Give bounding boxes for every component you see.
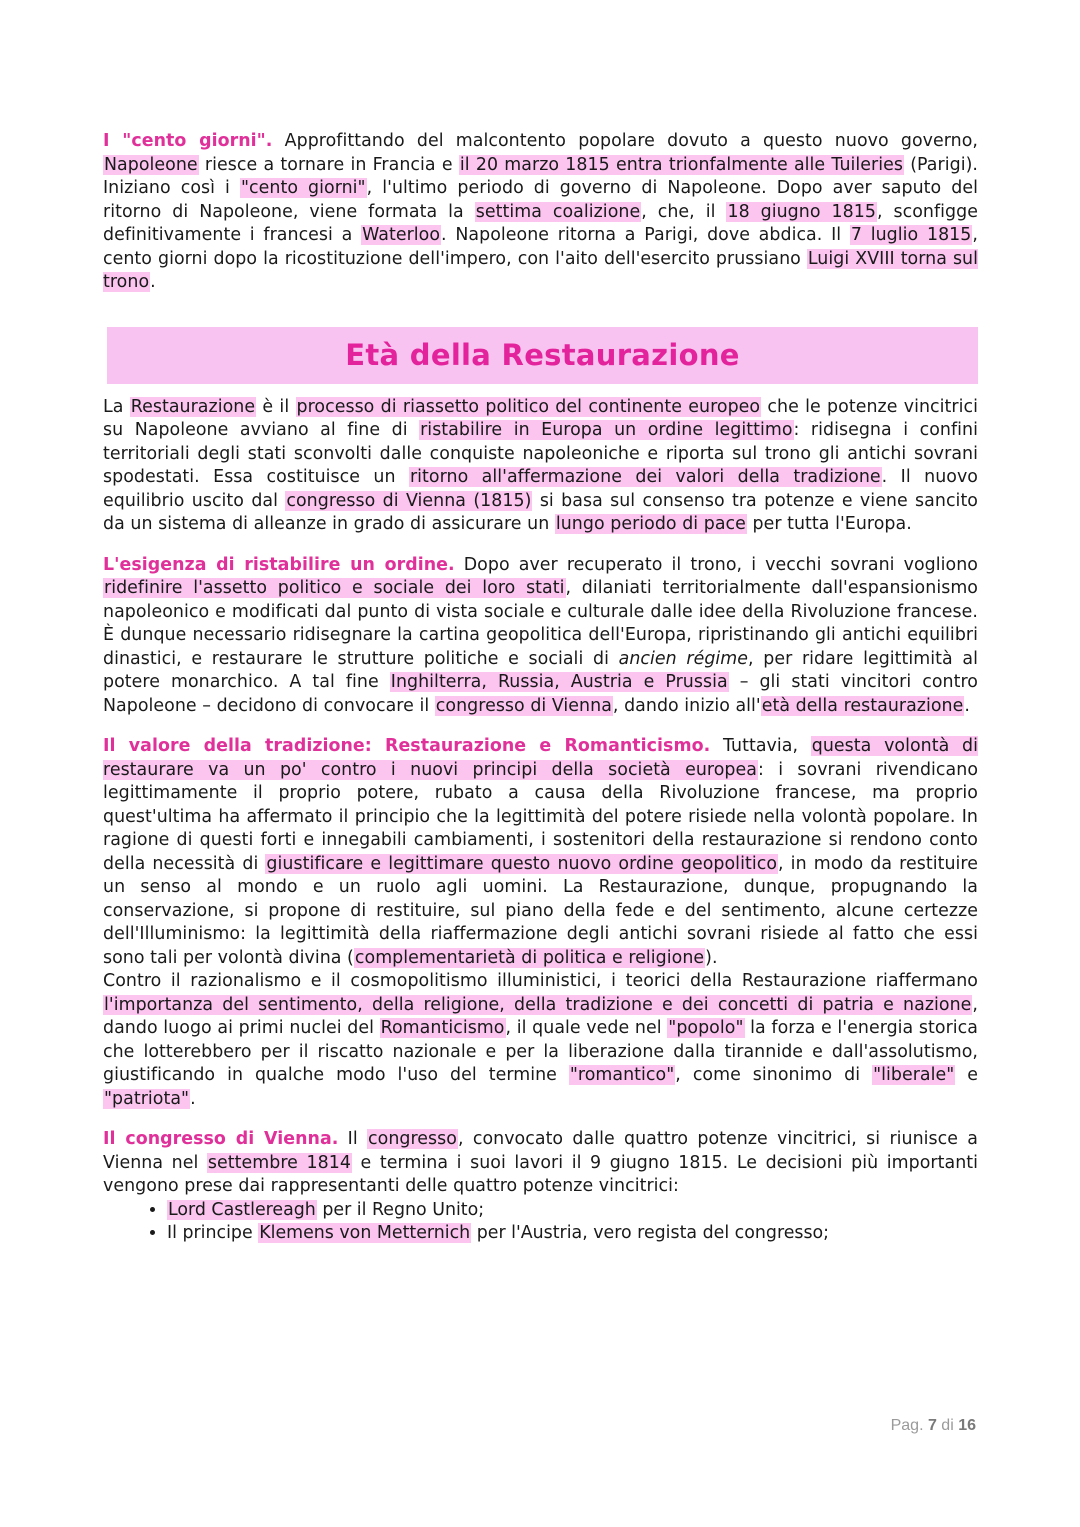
highlight: congresso [368,1129,457,1149]
highlight: Waterloo [362,225,441,245]
highlight: Romanticismo [380,1018,505,1038]
paragraph-congresso-vienna: Il congresso di Vienna. Il congresso, convocato dalle quattro potenze vincitrici, si riunisce a Vienna nel settembre 1814 e termina i suoi lavori il 9 giugno 1815. Le decisioni più importanti vengono prese dai rappresentanti delle quattro potenze vincitrici: [103,1129,979,1196]
highlight: Lord Castlereagh [168,1199,316,1220]
highlight: "cento giorni" [240,178,366,198]
highlight: congresso di Vienna [435,695,612,716]
paragraph-cento-giorni: I "cento giorni". Approfittando del malcontento popolare dovuto a questo nuovo governo, Napoleone riesce a tornare in Francia e il 20 marzo 1815 entra trionfalmente alle Tuileries (Parigi). Iniziano così i "cento giorni", l'ultimo periodo di governo di Napoleone. Dopo aver saputo del ritorno di Napoleone, viene formata la settima coalizione, che, il 18 giugno 1815, sconfigge definitivamente i francesi a Waterloo. Napoleone ritorna a Parigi, dove abdica. Il 7 luglio 1815, cento giorni dopo la ricostituzione dell'impero, con l'aito dell'esercito prussiano Luigi XVIII torna sul trono. [103,131,979,292]
highlight: ritorno all'affermazione dei valori della tradizione [409,467,881,487]
highlight: "popolo" [668,1018,744,1038]
highlight: questa volontà di restaurare va un po' contro i nuovi principi della società europea [103,736,979,780]
list-item: • Lord Castlereagh per il Regno Unito; [167,1199,978,1223]
highlight: Luigi XVIII torna sul trono [103,248,979,292]
section-heading: Il valore della tradizione: Restaurazione e Romanticismo. [103,736,711,756]
highlight: 7 luglio 1815 [850,225,972,245]
highlight: "patriota" [104,1088,190,1109]
section-heading: Il congresso di Vienna. [103,1129,339,1149]
highlight: Klemens von Metternich [259,1223,471,1243]
paragraph-romanticismo: Contro il razionalismo e il cosmopolitismo illuministici, i teorici della Restaurazione riaffermano l'importanza del sentimento, della religione, della tradizione e dei concetti di patria e nazione, dando luogo ai primi nuclei del Romanticismo, il quale vede nel "popolo" la forza e l'energia storica che lotterebbero per il riscatto nazionale e per la liberazione dalla tirannide e dall'assolutismo, giustificando in qualche modo l'uso del termine "romantico", come sinonimo di "liberale" e "patriota". [103,971,979,1109]
highlight: l'importanza del sentimento, della religione, della tradizione e dei concetti di patria e nazione [104,994,972,1015]
highlight: settembre 1814 [207,1152,351,1173]
highlight: settima coalizione [475,201,641,222]
paragraph-valore-tradizione: Il valore della tradizione: Restaurazione e Romanticismo. Tuttavia, questa volontà di restaurare va un po' contro i nuovi principi della società europea: i sovrani rivendicano legittimamente il proprio potere, rubato a causa della Rivoluzione francese, ma proprio quest'ultima ha affermato il principio che la legittimità del potere risiede nella volontà popolare. In ragione di questi forti e innegabili cambiamenti, i sostenitori della restaurazione si rendono conto della necessità di giustificare e legittimare questo nuovo ordine geopolitico, in modo da restituire un senso al mondo e un ruolo agli uomini. La Restaurazione, dunque, propugnando la conservazione, si propone di restituire, sul piano della fede e del sentimento, alcune certezze dell'Illuminismo: la legittimità della riaffermazione degli antichi sovrani risiede al fatto che essi sono tali per volontà divina (complementarietà di politica e religione). [103,736,979,968]
highlight: Inghilterra, Russia, Austria e Prussia [390,672,728,692]
representatives-list [103,1199,978,1246]
highlight: "romantico" [569,1065,675,1085]
italic-term: ancien régime [618,648,749,669]
highlight: età della restaurazione [761,695,964,716]
paragraph-esigenza-ordine: L'esigenza di ristabilire un ordine. Dopo aver recuperato il trono, i vecchi sovrani vogliono ridefinire l'assetto politico e sociale dei loro stati, dilaniati territorialmente dall'espansionismo napoleonico e modificati dal punto di vista sociale e culturale dalle idee della Rivoluzione francese. È dunque necessario ridisegnare la cartina geopolitica dell'Europa, ripristinando gli antichi equilibri dinastici, e restaurare le strutture politiche e sociali di ancien régime, per ridare legittimità al potere monarchico. A tal fine Inghilterra, Russia, Austria e Prussia – gli stati vincitori contro Napoleone – decidono di convocare il congresso di Vienna, dando inizio all'età della restaurazione. [103,554,978,716]
section-heading: I "cento giorni". [103,131,273,151]
page-number: Pag. 7 di 16 [890,1417,976,1434]
highlight: ridefinire l'assetto politico e sociale dei loro stati [104,578,565,598]
chapter-title: Età della Restaurazione [345,338,740,372]
highlight: complementarietà di politica e religione [354,947,705,968]
highlight: 18 giugno 1815 [727,201,876,222]
highlight: lungo periodo di pace [555,514,746,534]
document-page [103,130,978,1246]
paragraph-restaurazione: La Restaurazione è il processo di riassetto politico del continente europeo che le potenze vincitrici su Napoleone avviano al fine di ristabilire in Europa un ordine legittimo: ridisegna i confini territoriali degli stati sconvolti dalle conquiste napoleoniche e riporta sul trono gli antichi sovrani spodestati. Essa costituisce un ritorno all'affermazione dei valori della tradizione. Il nuovo equilibrio uscito dal congresso di Vienna (1815) si basa sul consenso tra potenze e viene sancito da un sistema di alleanze in grado di assicurare un lungo periodo di pace per tutta l'Europa. [103,396,978,534]
chapter-title-banner [107,327,978,384]
highlight: processo di riassetto politico del continente europeo [296,396,761,417]
list-item: • Il principe Klemens von Metternich per l'Austria, vero regista del congresso; [167,1222,978,1246]
highlight: giustificare e legittimare questo nuovo ordine geopolitico [266,853,778,874]
section-heading: L'esigenza di ristabilire un ordine. [103,554,455,575]
highlight: "liberale" [873,1065,955,1085]
highlight: Restaurazione [130,396,256,417]
highlight: Napoleone [104,154,198,175]
highlight: il 20 marzo 1815 entra trionfalmente alle Tuileries [459,154,903,175]
highlight: ristabilire in Europa un ordine legittimo [420,420,793,440]
highlight: congresso di Vienna (1815) [286,490,532,511]
